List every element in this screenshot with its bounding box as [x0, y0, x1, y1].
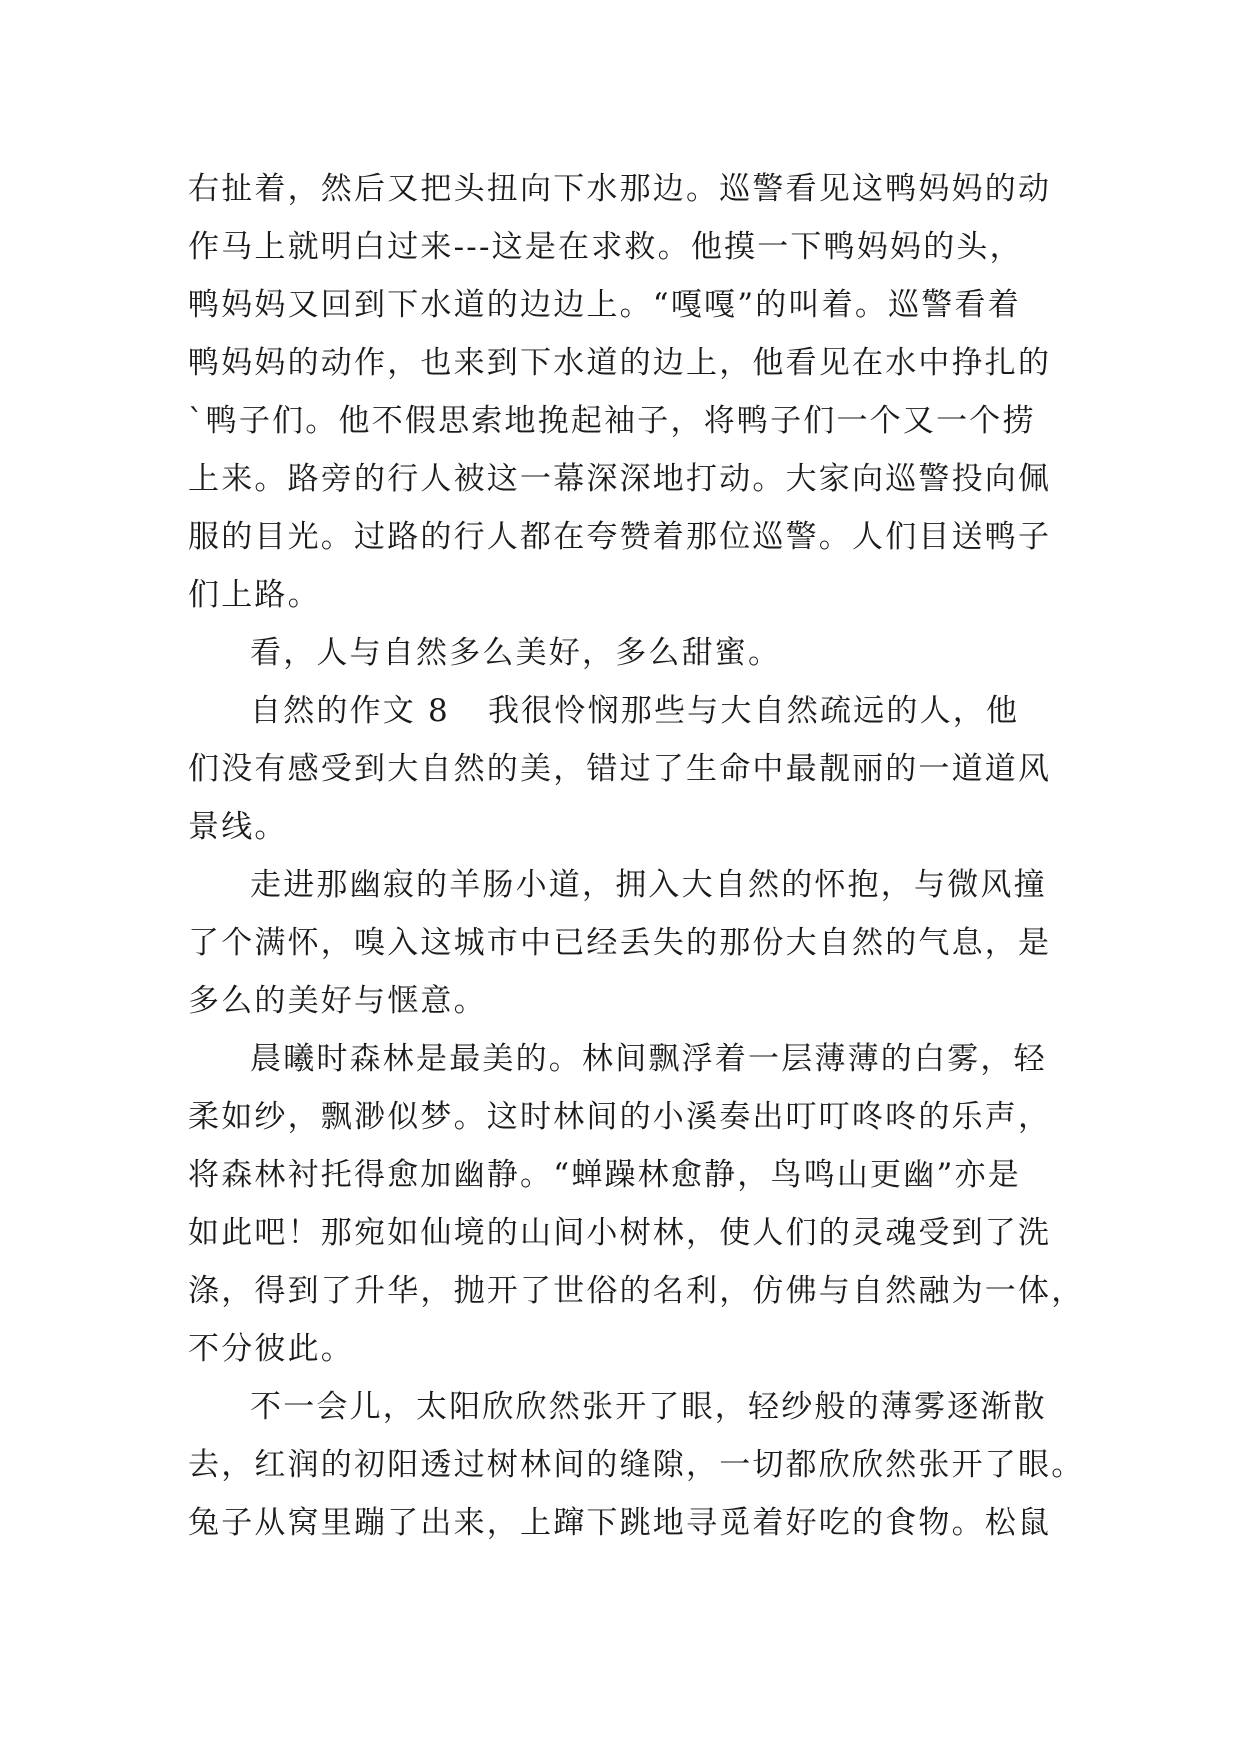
text-line: 鸭妈妈又回到下水道的边边上。“嘎嘎”的叫着。巡警看着 [188, 287, 1021, 323]
text-line: 去，红润的初阳透过树林间的缝隙，一切都欣欣然张开了眼。 [188, 1447, 1085, 1483]
text-line: 将森林衬托得愈加幽静。“蝉躁林愈静，鸟鸣山更幽”亦是 [188, 1157, 1021, 1193]
text-line: `鸭子们。他不假思索地挽起袖子，将鸭子们一个又一个捞 [188, 403, 1036, 439]
text-line: 走进那幽寂的羊肠小道，拥入大自然的怀抱，与微风撞 [250, 867, 1047, 903]
text-line: 兔子从窝里蹦了出来，上蹿下跳地寻觅着好吃的食物。松鼠 [188, 1505, 1052, 1541]
text-line: 不一会儿，太阳欣欣然张开了眼，轻纱般的薄雾逐渐散 [250, 1389, 1047, 1425]
text-line: 服的目光。过路的行人都在夸赞着那位巡警。人们目送鸭子 [188, 519, 1052, 555]
text-line: 晨曦时森林是最美的。林间飘浮着一层薄薄的白雾，轻 [250, 1041, 1047, 1077]
text-line: 柔如纱，飘渺似梦。这时林间的小溪奏出叮叮咚咚的乐声， [188, 1099, 1052, 1135]
text-line: 们上路。 [188, 577, 321, 613]
section-heading: 自然的作文 8 [250, 693, 450, 729]
text-line: 上来。路旁的行人被这一幕深深地打动。大家向巡警投向佩 [188, 461, 1052, 497]
text-line: 多么的美好与惬意。 [188, 983, 487, 1019]
text-line: 不分彼此。 [188, 1331, 354, 1367]
text-line [188, 682, 1060, 740]
text-line: 作马上就明白过来---这是在求救。他摸一下鸭妈妈的头， [188, 229, 1023, 265]
article-body [188, 160, 1085, 1552]
text-line: 了个满怀，嗅入这城市中已经丢失的那份大自然的气息，是 [188, 925, 1052, 961]
text-line: 涤，得到了升华，抛开了世俗的名利，仿佛与自然融为一体， [188, 1273, 1085, 1309]
text-line: 鸭妈妈的动作，也来到下水道的边上，他看见在水中挣扎的 [188, 345, 1052, 381]
text-line: 如此吧！那宛如仙境的山间小树林，使人们的灵魂受到了洗 [188, 1215, 1052, 1251]
text-line: 景线。 [188, 809, 288, 845]
text-line: 看，人与自然多么美好，多么甜蜜。 [250, 635, 782, 671]
text-line: 右扯着，然后又把头扭向下水那边。巡警看见这鸭妈妈的动 [188, 171, 1052, 207]
paragraph-start: 我很怜悯那些与大自然疏远的人，他 [487, 693, 1020, 729]
text-line: 们没有感受到大自然的美，错过了生命中最靓丽的一道道风 [188, 751, 1052, 787]
